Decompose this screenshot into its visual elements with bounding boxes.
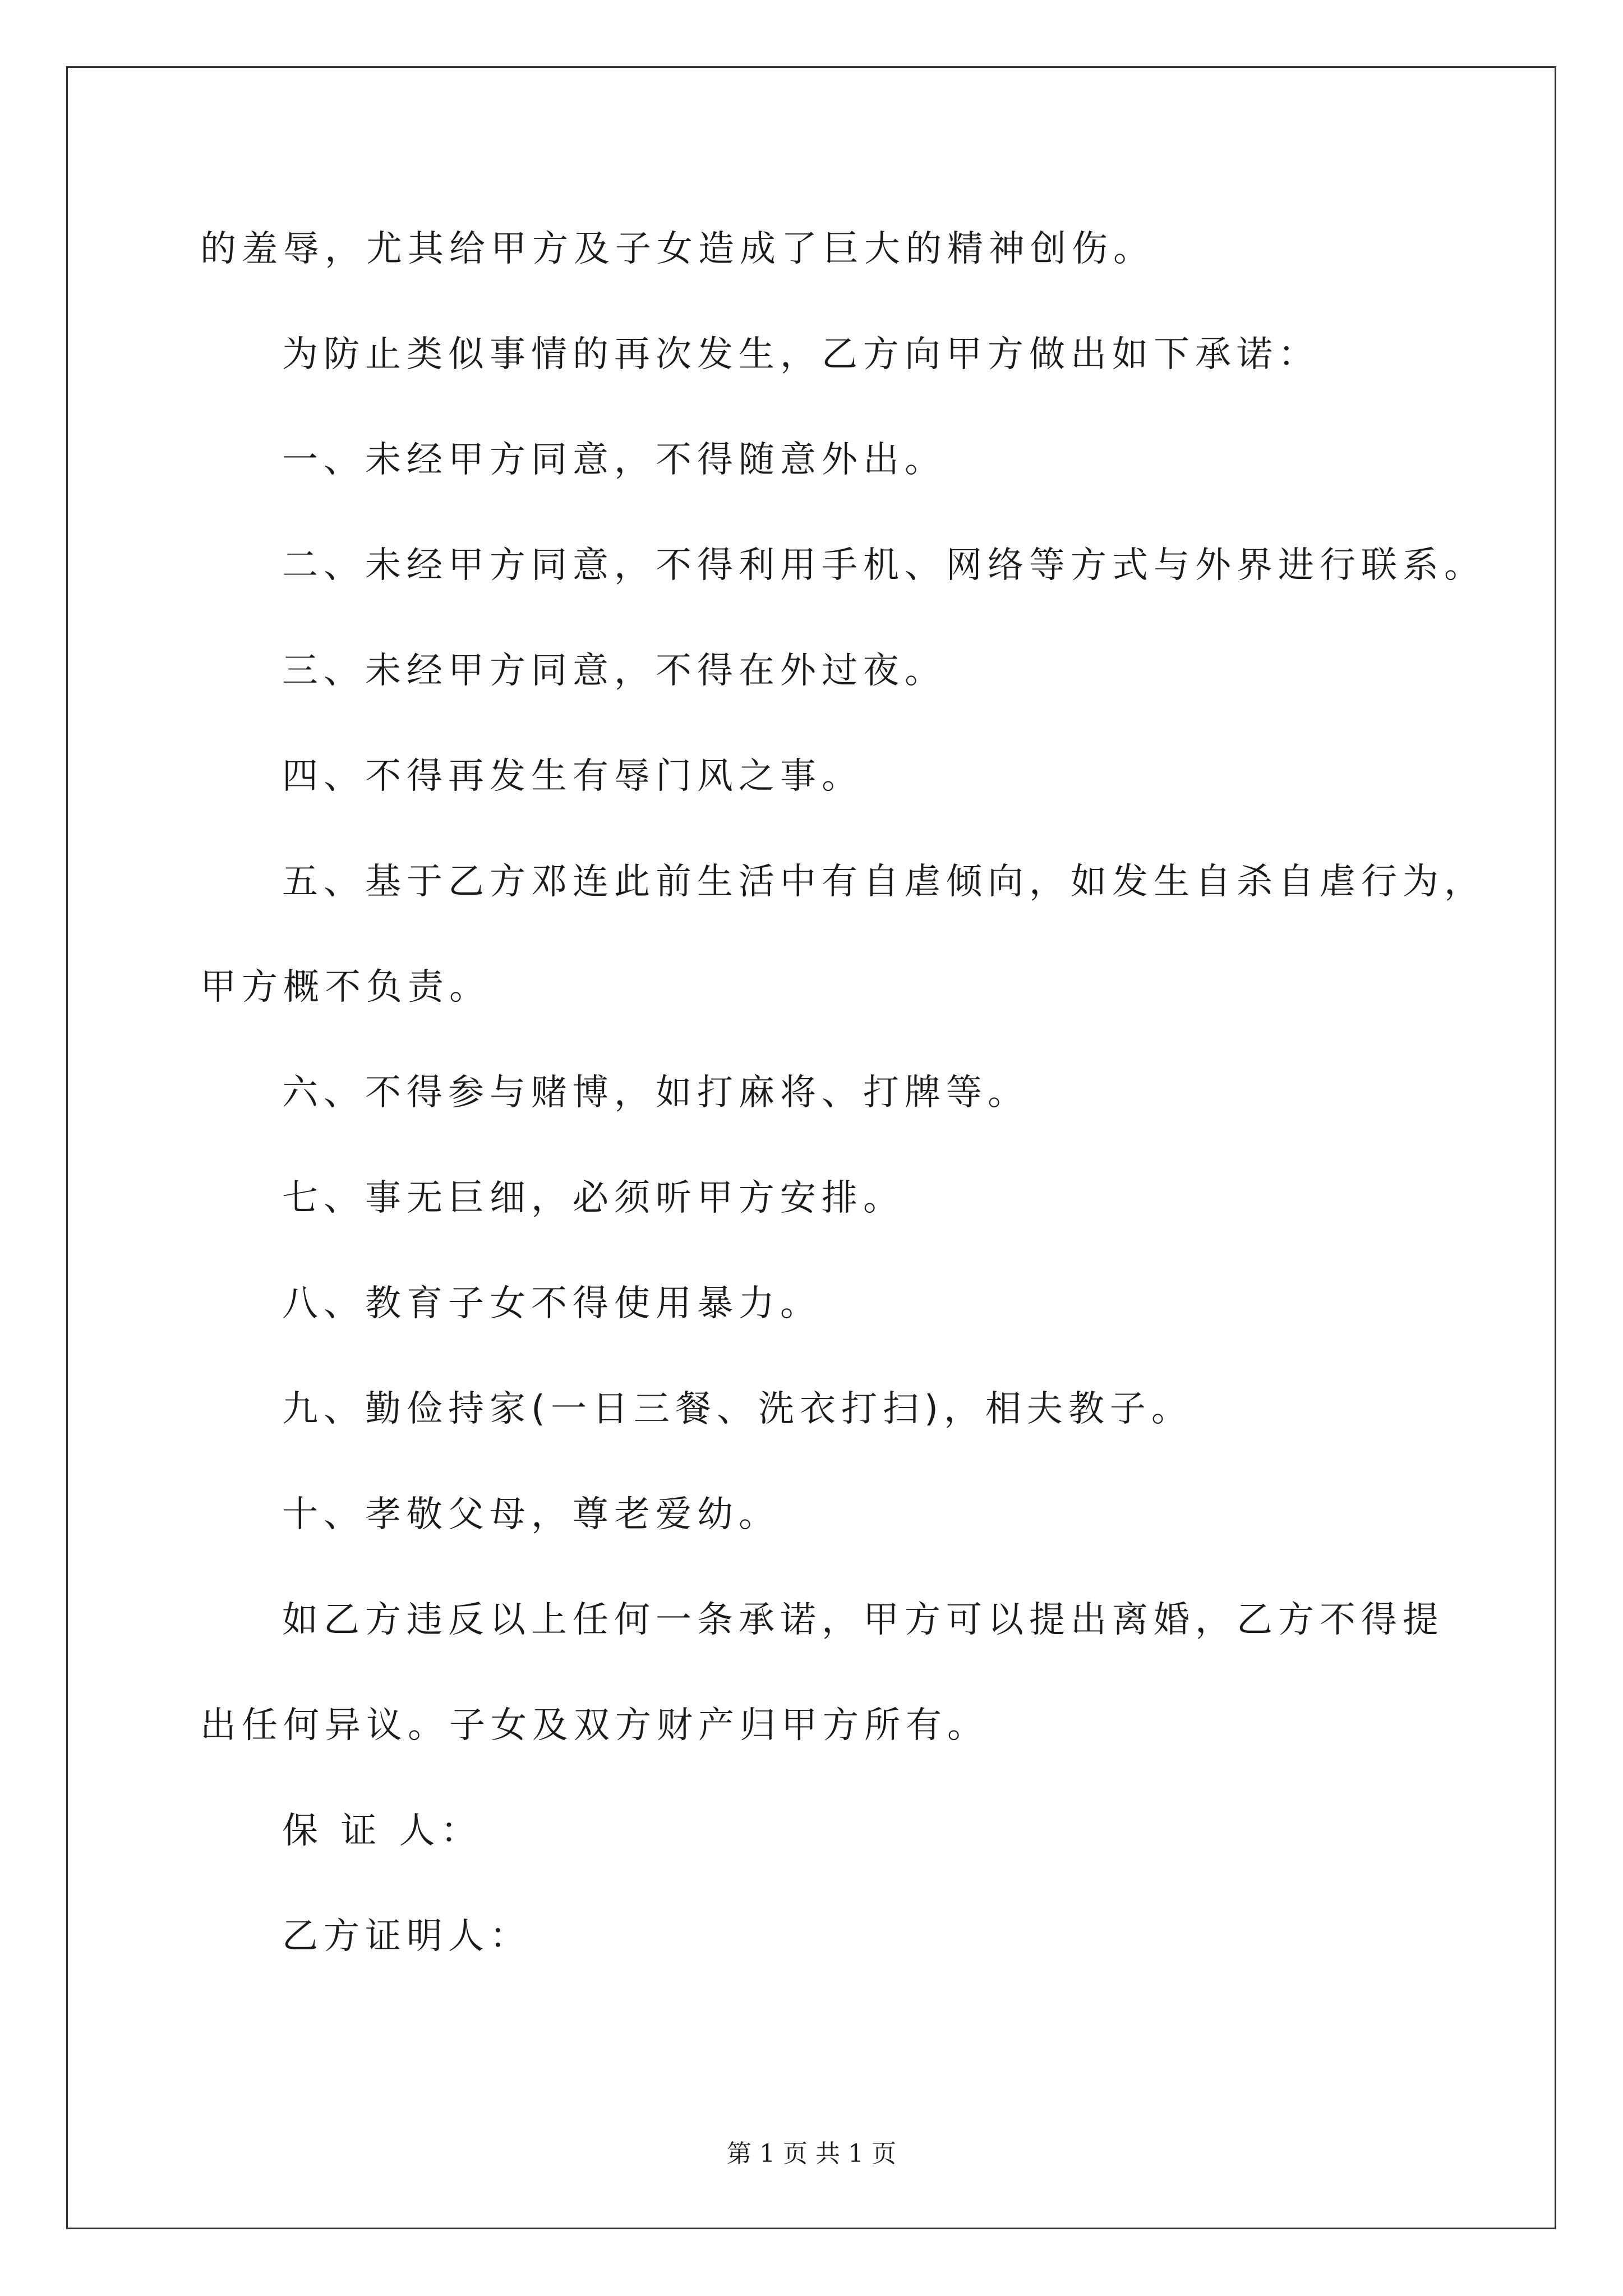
text-line-7: 五、基于乙方邓连此前生活中有自虐倾向，如发生自杀自虐行为， [282,861,1486,903]
text-line-11: 八、教育子女不得使用暴力。 [282,1283,822,1324]
text-line-8: 甲方概不负责。 [200,967,491,1008]
text-line-2: 为防止类似事情的再次发生，乙方向甲方做出如下承诺： [282,334,1320,375]
text-line-15: 出任何异议。子女及双方财产归甲方所有。 [200,1705,989,1746]
page-number: 第 1 页 共 1 页 [727,2139,896,2168]
text-line-3: 一、未经甲方同意，不得随意外出。 [282,439,946,481]
guarantor-label: 保 证 人： [282,1810,482,1852]
text-line-9: 六、不得参与赌博，如打麻将、打牌等。 [282,1072,1029,1114]
page-border [66,66,1556,2229]
text-line-12: 九、勤俭持家(一日三餐、洗衣打扫)，相夫教子。 [282,1388,1193,1430]
text-line-13: 十、孝敬父母，尊老爱幼。 [282,1494,780,1535]
text-line-5: 三、未经甲方同意，不得在外过夜。 [282,650,946,692]
text-line-10: 七、事无巨细，必须听甲方安排。 [282,1177,905,1219]
witness-label: 乙方证明人： [282,1916,531,1957]
text-line-1: 的羞辱，尤其给甲方及子女造成了巨大的精神创伤。 [200,228,1155,270]
text-line-14: 如乙方违反以上任何一条承诺，甲方可以提出离婚，乙方不得提 [282,1599,1444,1641]
text-line-4: 二、未经甲方同意，不得利用手机、网络等方式与外界进行联系。 [282,545,1486,586]
text-line-6: 四、不得再发生有辱门风之事。 [282,756,863,797]
